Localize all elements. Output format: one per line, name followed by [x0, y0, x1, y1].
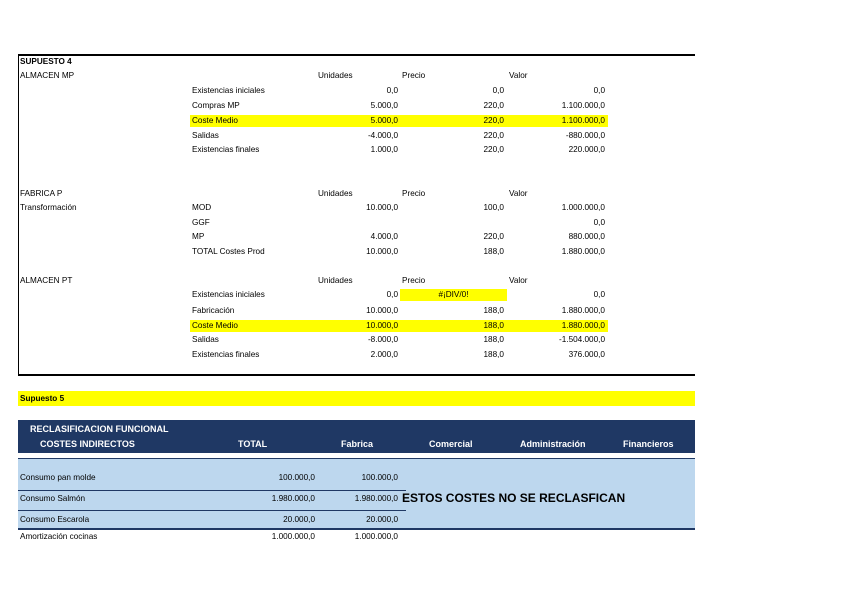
- mp-row-concept: Existencias finales: [192, 145, 260, 154]
- fab-row-precio: 100,0: [483, 203, 504, 212]
- mp-row-unidades: 5.000,0: [370, 101, 398, 110]
- mp-row-precio: 220,0: [483, 131, 504, 140]
- mp-row-precio: 0,0: [492, 86, 504, 95]
- fab-row-unidades: 4.000,0: [370, 232, 398, 241]
- mp-header-valor: Valor: [509, 71, 528, 80]
- mp-row-precio: 220,0: [483, 145, 504, 154]
- cost-row-concept: Consumo Salmón: [20, 494, 86, 503]
- mp-row-unidades: 1.000,0: [370, 145, 398, 154]
- pt-row-unidades: 10.000,0: [366, 321, 398, 330]
- col-total: TOTAL: [238, 439, 268, 449]
- cost-row-concept: Consumo pan molde: [20, 473, 96, 482]
- col-comercial: Comercial: [429, 439, 473, 449]
- fab-header-valor: Valor: [509, 189, 528, 198]
- fabrica-p-label: FABRICA P: [20, 189, 63, 198]
- pt-header-precio: Precio: [402, 276, 426, 285]
- reclasificacion-header: [18, 420, 695, 453]
- mp-row-valor: -880.000,0: [565, 131, 605, 140]
- mp-row-precio: 220,0: [483, 116, 504, 125]
- fab-row-valor: 1.880.000,0: [561, 247, 605, 256]
- cost-row-total: 20.000,0: [283, 515, 315, 524]
- mp-row-concept: Coste Medio: [192, 116, 238, 125]
- cost-row-total: 1.980.000,0: [271, 494, 315, 503]
- pt-row-precio-error: #¡DIV/0!: [438, 290, 469, 299]
- fab-row-valor: 0,0: [593, 218, 605, 227]
- almacen-pt-label: ALMACEN PT: [20, 276, 73, 285]
- row-divider: [18, 510, 406, 511]
- pt-row-precio: 188,0: [483, 306, 504, 315]
- no-reclasifican-note: ESTOS COSTES NO SE RECLASFICAN: [402, 491, 626, 505]
- pt-row-valor: 0,0: [593, 290, 605, 299]
- pt-row-valor: 376.000,0: [568, 350, 605, 359]
- pt-row-precio: 188,0: [483, 350, 504, 359]
- fab-row-precio: 188,0: [483, 247, 504, 256]
- fab-row-concept: MOD: [192, 203, 212, 212]
- cost-row-total: 100.000,0: [278, 473, 315, 482]
- fab-row-valor: 1.000.000,0: [561, 203, 605, 212]
- mp-row-unidades: 5.000,0: [370, 116, 398, 125]
- pt-row-unidades: 10.000,0: [366, 306, 398, 315]
- fab-row-precio: 220,0: [483, 232, 504, 241]
- header-reclasificacion: RECLASIFICACION FUNCIONAL: [30, 424, 169, 434]
- mp-row-valor: 1.100.000,0: [561, 116, 605, 125]
- fab-row-concept: TOTAL Costes Prod: [192, 247, 265, 256]
- mp-row-concept: Compras MP: [192, 101, 240, 110]
- pt-row-concept: Salidas: [192, 335, 219, 344]
- cost-row-fabrica: 20.000,0: [366, 515, 398, 524]
- transformacion-label: Transformación: [20, 203, 77, 212]
- pt-row-valor: -1.504.000,0: [559, 335, 605, 344]
- supuesto-4-title: SUPUESTO 4: [20, 57, 72, 66]
- header-costes-indirectos: COSTES INDIRECTOS: [40, 439, 135, 449]
- pt-row-concept: Existencias iniciales: [192, 290, 265, 299]
- supuesto-5-title: Supuesto 5: [20, 394, 65, 403]
- almacen-mp-label: ALMACEN MP: [20, 71, 75, 80]
- mp-header-unidades: Unidades: [318, 71, 353, 80]
- mp-row-concept: Existencias iniciales: [192, 86, 265, 95]
- pt-row-unidades: -8.000,0: [367, 335, 398, 344]
- fab-header-unidades: Unidades: [318, 189, 353, 198]
- fab-row-unidades: 10.000,0: [366, 203, 398, 212]
- pt-row-concept: Existencias finales: [192, 350, 260, 359]
- fab-row-concept: MP: [192, 232, 205, 241]
- pt-row-valor: 1.880.000,0: [561, 321, 605, 330]
- pt-row-unidades: 0,0: [386, 290, 398, 299]
- cost-row-fabrica: 1.980.000,0: [354, 494, 398, 503]
- fab-header-precio: Precio: [402, 189, 426, 198]
- cost-row-fabrica: 100.000,0: [361, 473, 398, 482]
- mp-row-precio: 220,0: [483, 101, 504, 110]
- col-financieros: Financieros: [623, 439, 674, 449]
- cost-row-concept: Amortización cocinas: [20, 532, 98, 541]
- cost-row-fabrica: 1.000.000,0: [354, 532, 398, 541]
- pt-row-concept: Coste Medio: [192, 321, 238, 330]
- pt-header-valor: Valor: [509, 276, 528, 285]
- mp-row-concept: Salidas: [192, 131, 219, 140]
- pt-row-precio: 188,0: [483, 321, 504, 330]
- fab-row-valor: 880.000,0: [568, 232, 605, 241]
- cost-row-total: 1.000.000,0: [271, 532, 315, 541]
- col-administracion: Administración: [520, 439, 586, 449]
- pt-row-valor: 1.880.000,0: [561, 306, 605, 315]
- fab-row-unidades: 10.000,0: [366, 247, 398, 256]
- mp-row-valor: 0,0: [593, 86, 605, 95]
- pt-row-unidades: 2.000,0: [370, 350, 398, 359]
- pt-row-precio: 188,0: [483, 335, 504, 344]
- col-fabrica: Fabrica: [341, 439, 374, 449]
- pt-header-unidades: Unidades: [318, 276, 353, 285]
- pt-row-concept: Fabricación: [192, 306, 235, 315]
- mp-row-unidades: -4.000,0: [367, 131, 398, 140]
- fab-row-concept: GGF: [192, 218, 210, 227]
- mp-header-precio: Precio: [402, 71, 426, 80]
- row-divider: [18, 490, 406, 491]
- mp-row-unidades: 0,0: [386, 86, 398, 95]
- mp-row-valor: 1.100.000,0: [561, 101, 605, 110]
- supuesto-5-band: [18, 391, 695, 406]
- cost-row-concept: Consumo Escarola: [20, 515, 90, 524]
- mp-row-valor: 220.000,0: [568, 145, 605, 154]
